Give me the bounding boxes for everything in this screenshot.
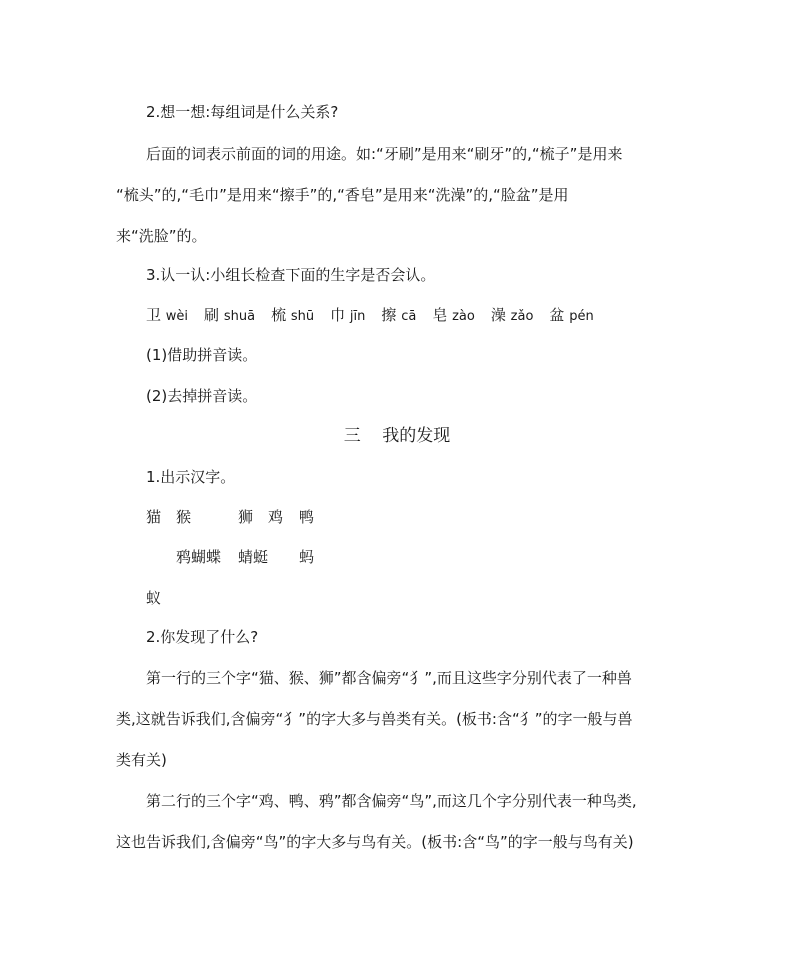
paragraph-line: 类有关) <box>116 751 167 769</box>
char-pinyin-item: 盆 pén <box>549 306 594 324</box>
step3-title: 3.认一认:小组长检查下面的生字是否会认。 <box>146 266 436 284</box>
paragraph-line: 第一行的三个字“猫、猴、狮”都含偏旁“犭”,而且这些字分别代表了一种兽 <box>146 669 632 687</box>
char-pinyin-list <box>146 305 594 327</box>
char-pinyin-item: 澡 zǎo <box>490 306 534 324</box>
sub-step-1: (1)借助拼音读。 <box>146 346 258 364</box>
char-pinyin-item: 擦 cā <box>381 306 417 324</box>
char-row-2-item: 鸦蝴蝶 <box>176 548 222 566</box>
char-row-2-item: 蚂 <box>299 548 315 566</box>
step2-title: 2.想一想:每组词是什么关系? <box>146 103 339 121</box>
char-row-3-item: 蚁 <box>146 589 162 607</box>
paragraph-line: 后面的词表示前面的词的用途。如:“牙刷”是用来“刷牙”的,“梳子”是用来 <box>146 145 623 163</box>
char-pinyin-item: 巾 jīn <box>330 306 366 324</box>
char-row-1-item: 猫 <box>146 508 162 526</box>
step2-title: 2.你发现了什么? <box>146 628 259 646</box>
paragraph-line: 类,这就告诉我们,含偏旁“犭”的字大多与兽类有关。(板书:含“犭”的字一般与兽 <box>116 710 633 728</box>
char-pinyin-item: 刷 shuā <box>204 306 256 324</box>
paragraph-line: “梳头”的,“毛巾”是用来“擦手”的,“香皂”是用来“洗澡”的,“脸盆”是用 <box>116 186 569 204</box>
section-heading: 三 我的发现 <box>343 426 451 446</box>
step1-title: 1.出示汉字。 <box>146 468 236 486</box>
char-row-1-item: 鸭 <box>299 508 315 526</box>
char-pinyin-item: 皂 zào <box>432 306 475 324</box>
sub-step-2: (2)去掉拼音读。 <box>146 387 258 405</box>
char-row-1-item: 猴 <box>176 508 192 526</box>
char-pinyin-item: 梳 shū <box>271 306 315 324</box>
char-row-1-item: 鸡 <box>268 508 284 526</box>
char-row-2-item: 蜻蜓 <box>238 548 269 566</box>
paragraph-line: 这也告诉我们,含偏旁“鸟”的字大多与鸟有关。(板书:含“鸟”的字一般与鸟有关) <box>116 833 634 851</box>
char-pinyin-item: 卫 wèi <box>146 306 189 324</box>
paragraph-line: 第二行的三个字“鸡、鸭、鸦”都含偏旁“鸟”,而这几个字分别代表一种鸟类, <box>146 792 637 810</box>
char-row-1-item: 狮 <box>238 508 254 526</box>
paragraph-line: 来“洗脸”的。 <box>116 227 207 245</box>
